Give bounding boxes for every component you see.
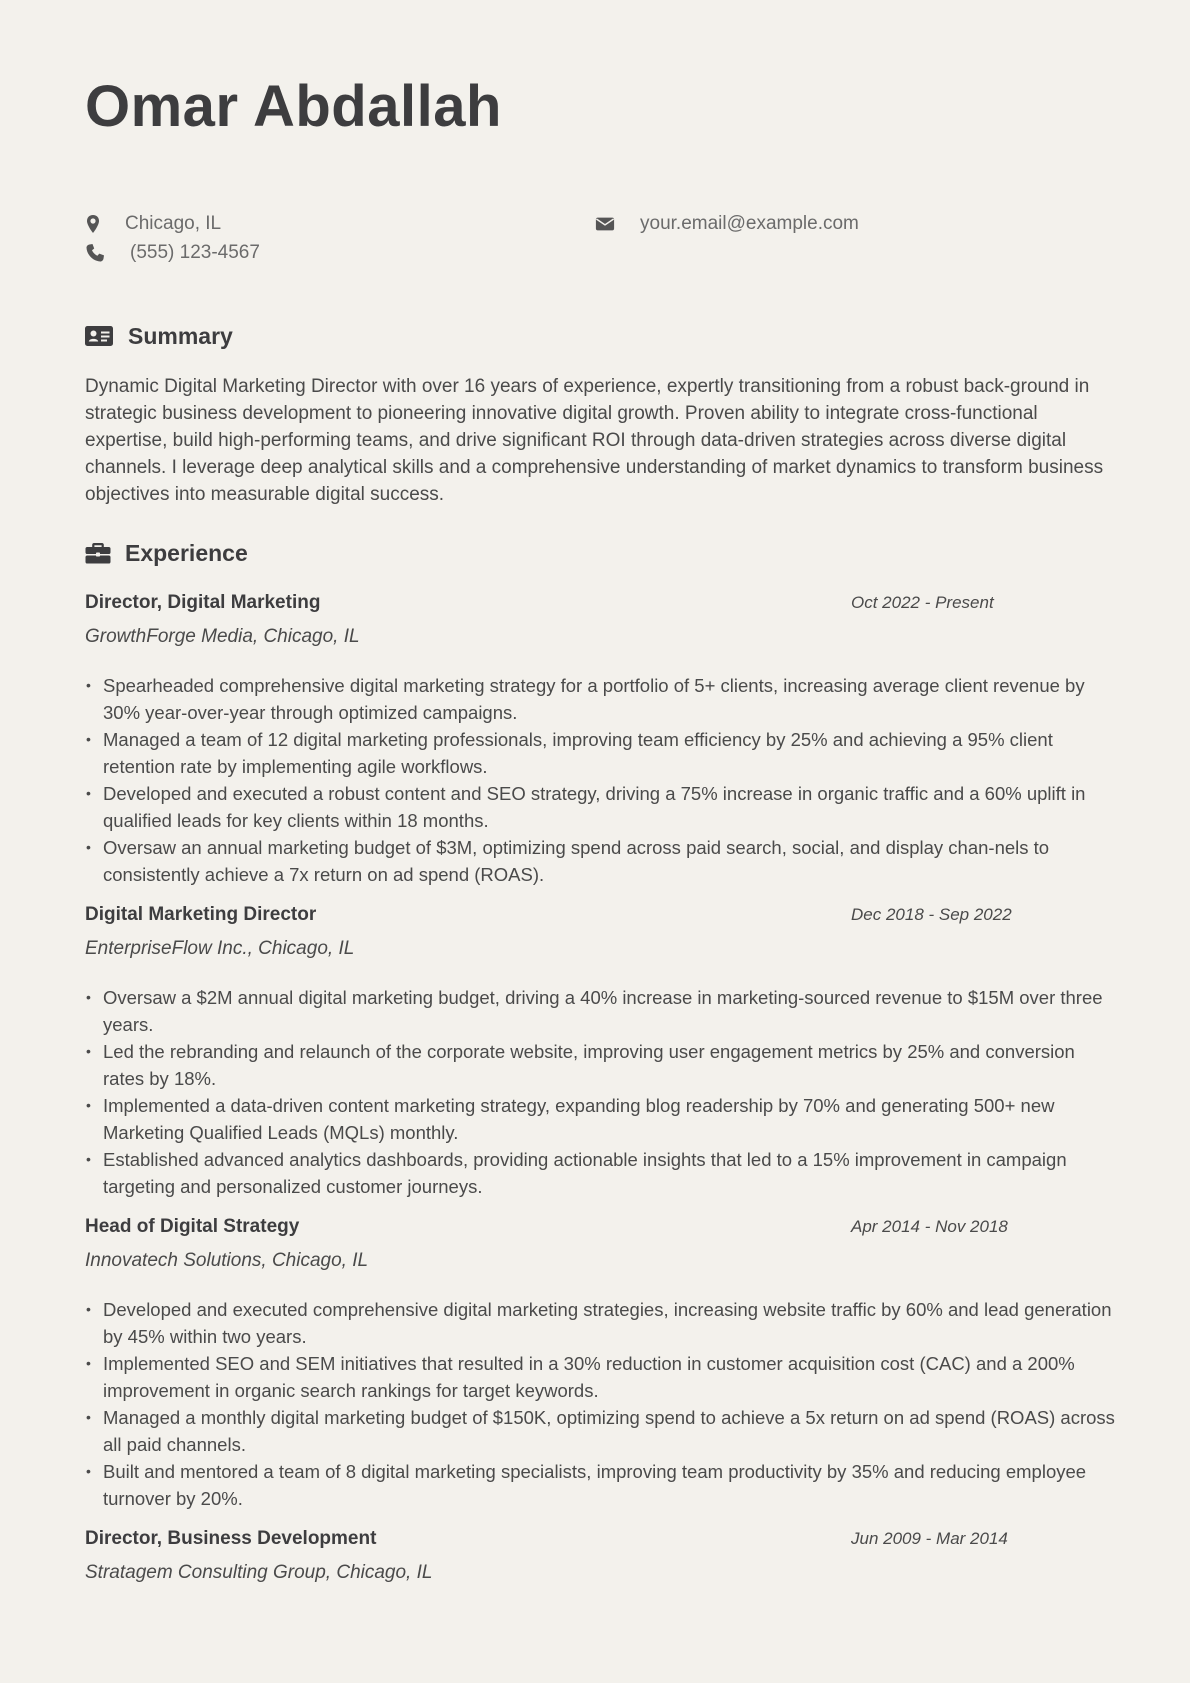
job-entry	[85, 590, 1115, 890]
job-company: Innovatech Solutions, Chicago, IL	[85, 1250, 369, 1271]
job-dates: Oct 2022 - Present	[851, 593, 994, 612]
job-title: Director, Digital Marketing	[85, 592, 321, 613]
job-title: Digital Marketing Director	[85, 904, 317, 925]
job-bullets	[85, 672, 1115, 888]
job-bullets	[85, 1296, 1115, 1512]
list-item: • Managed a monthly digital marketing budget of $150K, optimizing spend to achieve a 5x return on ad spend (ROAS) across all paid channels.	[85, 1404, 1115, 1458]
contact-email[interactable]	[595, 211, 915, 237]
id-card-icon	[85, 325, 113, 347]
job-entry	[85, 1214, 1115, 1514]
experience-title: Experience	[125, 540, 248, 566]
list-item: • Built and mentored a team of 8 digital marketing specialists, improving team productivity by 35% and reducing employee turnover by 20%.	[85, 1458, 1115, 1512]
list-item: • Implemented a data-driven content marketing strategy, expanding blog readership by 70% and generating 500+ new Marketing Qualified Leads (MQLs) monthly.	[85, 1092, 1115, 1146]
job-entry	[85, 902, 1115, 1202]
summary-heading	[85, 321, 385, 351]
experience-heading	[85, 538, 385, 568]
list-item: • Established advanced analytics dashboards, providing actionable insights that led to a 15% improvement in campaign targeting and personalized customer journeys.	[85, 1146, 1115, 1200]
list-item: • Spearheaded comprehensive digital marketing strategy for a portfolio of 5+ clients, increasing average client revenue by 30% year-over-year through optimized campaigns.	[85, 672, 1115, 726]
contact-location	[85, 211, 385, 237]
job-dates: Jun 2009 - Mar 2014	[851, 1529, 1008, 1548]
list-item: • Developed and executed a robust content and SEO strategy, driving a 75% increase in organic traffic and a 60% uplift in qualified leads for key clients within 18 months.	[85, 780, 1115, 834]
contact-phone	[85, 240, 385, 266]
email-text[interactable]: your.email@example.com	[640, 213, 859, 234]
job-company: Stratagem Consulting Group, Chicago, IL	[85, 1562, 433, 1583]
phone-icon	[85, 243, 105, 263]
job-entry	[85, 1526, 1115, 1596]
candidate-name: Omar Abdallah	[85, 74, 502, 139]
list-item: • Managed a team of 12 digital marketing professionals, improving team efficiency by 25% and achieving a 95% client retention rate by implementing agile workflows.	[85, 726, 1115, 780]
job-company: GrowthForge Media, Chicago, IL	[85, 626, 360, 647]
phone-text: (555) 123-4567	[130, 242, 260, 263]
job-company: EnterpriseFlow Inc., Chicago, IL	[85, 938, 355, 959]
job-dates: Dec 2018 - Sep 2022	[851, 905, 1012, 924]
envelope-icon	[595, 214, 615, 234]
list-item: • Implemented SEO and SEM initiatives that resulted in a 30% reduction in customer acquisition cost (CAC) and a 200% improvement in organic search rankings for target keywords.	[85, 1350, 1115, 1404]
list-item: • Developed and executed comprehensive digital marketing strategies, increasing website traffic by 60% and lead generation by 45% within two years.	[85, 1296, 1115, 1350]
list-item: • Oversaw a $2M annual digital marketing budget, driving a 40% increase in marketing-sourced revenue to $15M over three years.	[85, 984, 1115, 1038]
job-bullets	[85, 984, 1115, 1200]
list-item: • Led the rebranding and relaunch of the corporate website, improving user engagement metrics by 25% and conversion rates by 18%.	[85, 1038, 1115, 1092]
list-item: • Oversaw an annual marketing budget of $3M, optimizing spend across paid search, social, and display chan-nels to consistently achieve a 7x return on ad spend (ROAS).	[85, 834, 1115, 888]
location-text: Chicago, IL	[125, 213, 222, 234]
map-marker-icon	[85, 214, 105, 234]
summary-title: Summary	[128, 323, 233, 349]
job-title: Head of Digital Strategy	[85, 1216, 300, 1237]
job-title: Director, Business Development	[85, 1528, 377, 1549]
summary-text: Dynamic Digital Marketing Director with over 16 years of experience, expertly transitioning from a robust back-ground in strategic business development to pioneering innovative digital growth. Proven ability to integrate cross-functional expertise, build high-performing teams, and drive significant ROI through data-driven strategies across diverse digital channels. I leverage deep analytical skills and a comprehensive understanding of market dynamics to transform business objectives into measurable digital success.	[85, 376, 1104, 505]
briefcase-icon	[85, 542, 111, 564]
job-dates: Apr 2014 - Nov 2018	[851, 1217, 1008, 1236]
